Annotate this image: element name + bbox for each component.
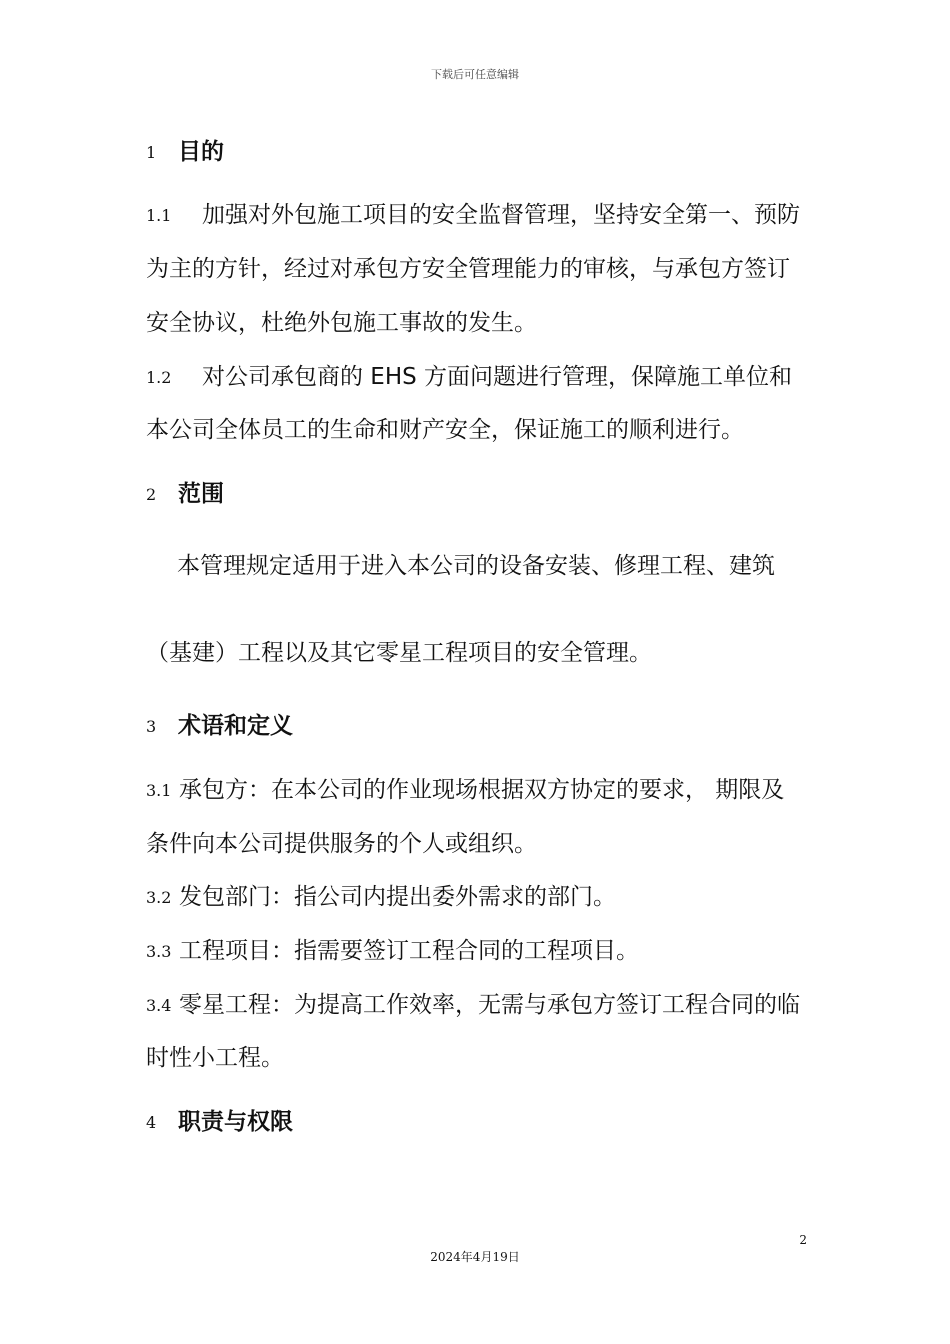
section-title: 职责与权限 xyxy=(178,1109,293,1135)
definition-text: 工程项目：指需要签订工程合同的工程项目。 xyxy=(179,938,639,964)
clause-text: 加强对外包施工项目的安全监督管理，坚持安全第一、预防 xyxy=(202,202,800,228)
section-heading-4 xyxy=(146,1107,293,1138)
section-title: 术语和定义 xyxy=(178,713,293,739)
section-title: 目的 xyxy=(178,139,224,165)
section-number: 4 xyxy=(146,1113,157,1132)
page-header: 下载后可任意编辑 xyxy=(431,68,519,81)
clause-1-1-line-1 xyxy=(146,200,800,231)
section-number: 2 xyxy=(146,485,157,504)
definition-3-1-line-1 xyxy=(146,775,784,806)
definition-3-2 xyxy=(146,882,616,913)
clause-1-2-line-1 xyxy=(146,362,792,393)
clause-1-1-line-3: 安全协议，杜绝外包施工事故的发生。 xyxy=(146,310,537,336)
section-number: 3 xyxy=(146,717,157,736)
definition-text: 发包部门：指公司内提出委外需求的部门。 xyxy=(179,884,616,910)
definition-3-4-line-2: 时性小工程。 xyxy=(146,1045,284,1071)
section-title: 范围 xyxy=(178,481,224,507)
scope-paragraph-line-2: （基建）工程以及其它零星工程项目的安全管理。 xyxy=(146,640,652,666)
section-heading-1 xyxy=(146,137,224,168)
definition-number: 3.4 xyxy=(146,996,172,1015)
definition-number: 3.2 xyxy=(146,888,172,907)
scope-paragraph-line-1: 本管理规定适用于进入本公司的设备安装、修理工程、建筑 xyxy=(177,553,775,579)
definition-number: 3.3 xyxy=(146,942,172,961)
clause-1-2-line-2: 本公司全体员工的生命和财产安全，保证施工的顺利进行。 xyxy=(146,417,744,443)
clause-text: 对公司承包商的 EHS 方面问题进行管理，保障施工单位和 xyxy=(202,364,793,390)
clause-number: 1.1 xyxy=(146,206,172,225)
definition-3-1-line-2: 条件向本公司提供服务的个人或组织。 xyxy=(146,831,537,857)
clause-number: 1.2 xyxy=(146,368,172,387)
section-number: 1 xyxy=(146,143,157,162)
definition-text: 承包方：在本公司的作业现场根据双方协定的要求， 期限及 xyxy=(179,777,785,803)
section-heading-3 xyxy=(146,711,293,742)
definition-3-3 xyxy=(146,936,639,967)
page-number: 2 xyxy=(799,1233,807,1247)
footer-date: 2024年4月19日 xyxy=(430,1250,520,1264)
definition-text: 零星工程：为提高工作效率，无需与承包方签订工程合同的临 xyxy=(179,992,800,1018)
definition-3-4-line-1 xyxy=(146,990,800,1021)
definition-number: 3.1 xyxy=(146,781,172,800)
section-heading-2 xyxy=(146,479,224,510)
clause-1-1-line-2: 为主的方针，经过对承包方安全管理能力的审核，与承包方签订 xyxy=(146,256,790,282)
